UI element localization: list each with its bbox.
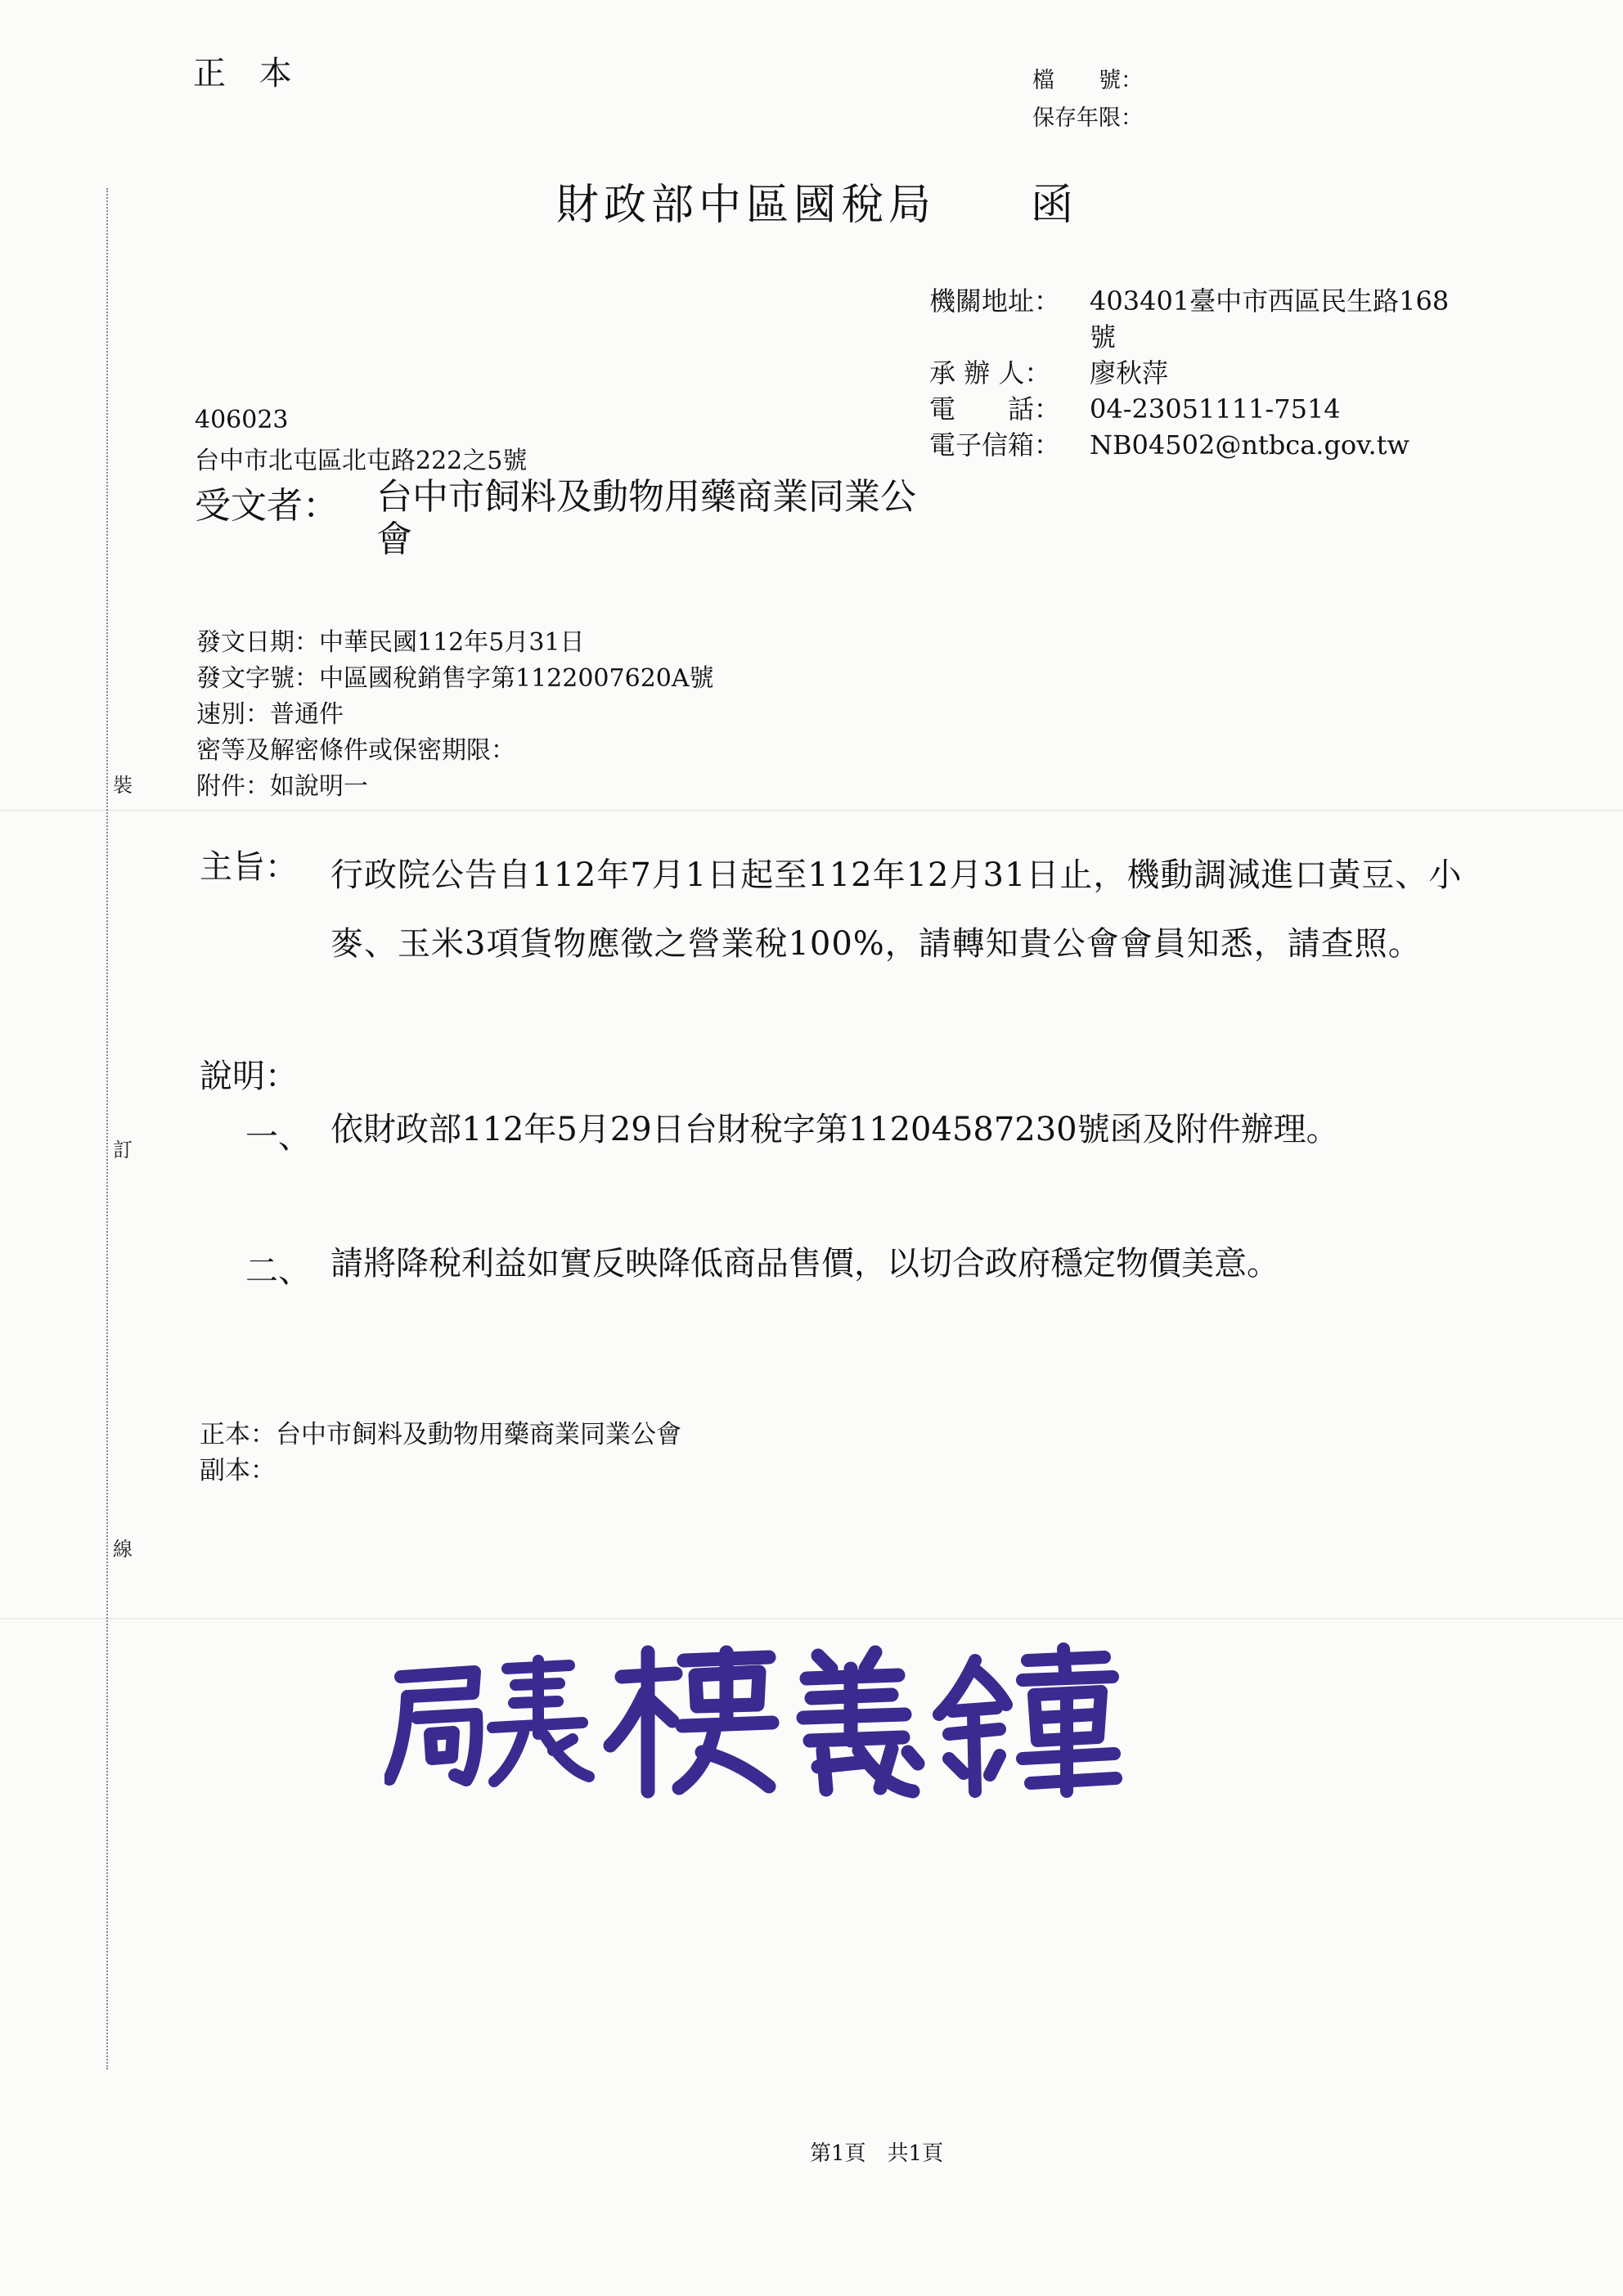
contact-row: 電 話： 04-23051111-7514: [929, 393, 1341, 425]
contact-row: 號: [1090, 321, 1117, 353]
recipient-zip: 406023: [195, 406, 289, 434]
director-signature: [384, 1636, 1137, 1800]
binding-mark-xian: 線: [113, 1538, 133, 1561]
document-number: 發文字號：中區國稅銷售字第1122007620A號: [196, 664, 714, 693]
distribution-list: [200, 1417, 681, 1489]
fold-line: [0, 810, 1623, 811]
contact-row: 電子信箱： NB04502@ntbca.gov.tw: [929, 429, 1409, 461]
recipient-name: 台中市飼料及動物用藥商業同業公會: [376, 476, 916, 560]
signature-text: 局長樓義鐘: [384, 1636, 389, 1637]
contact-row: 機關地址： 403401臺中市西區民生路168: [929, 285, 1450, 317]
document-title: 財政部中區國稅局 函: [556, 181, 1079, 230]
retention-label: 保存年限：: [1032, 106, 1143, 131]
contact-block: [929, 283, 1449, 463]
page-number: 第1頁 共1頁: [810, 2141, 944, 2166]
explanation-item: 請將降稅利益如實反映降低商品售價，以切合政府穩定物價美意。: [330, 1245, 1279, 1283]
issue-date: 發文日期：中華民國112年5月31日: [196, 628, 585, 657]
explanation-item-number: 一、: [245, 1118, 311, 1156]
explanation-item-number: 二、: [245, 1252, 311, 1290]
copy-recipient: 副本：: [200, 1456, 276, 1485]
copy-mark: 正 本: [193, 55, 303, 92]
recipient-label: 受文者：: [195, 485, 339, 527]
document-meta: [196, 625, 714, 805]
binding-line: [106, 188, 110, 2069]
fold-line: [0, 1618, 1623, 1620]
attachment-note: 附件：如說明一: [196, 772, 368, 801]
speed-class: 速別：普通件: [196, 700, 344, 729]
binding-mark-zhuang: 裝: [113, 774, 133, 797]
file-number-label: 檔 號：: [1032, 68, 1143, 93]
subject-text: 行政院公告自112年7月1日起至112年12月31日止，機動調減進口黃豆、小麥、玉米3項貨物應徵之營業稅100%，請轉知貴公會會員知悉，請查照。: [330, 856, 1463, 963]
contact-row: 承 辦 人： 廖秋萍: [929, 357, 1169, 389]
explanation-label: 說明：: [200, 1058, 298, 1095]
subject-label: 主旨：: [200, 848, 298, 886]
recipient-address: 台中市北屯區北屯路222之5號: [195, 447, 528, 475]
file-info: [1032, 62, 1143, 137]
secrecy-level: 密等及解密條件或保密期限：: [196, 736, 515, 765]
original-recipient: 正本：台中市飼料及動物用藥商業同業公會: [200, 1420, 681, 1449]
explanation-item: 依財政部112年5月29日台財稅字第11204587230號函及附件辦理。: [330, 1111, 1339, 1148]
binding-mark-ding: 訂: [113, 1139, 133, 1161]
